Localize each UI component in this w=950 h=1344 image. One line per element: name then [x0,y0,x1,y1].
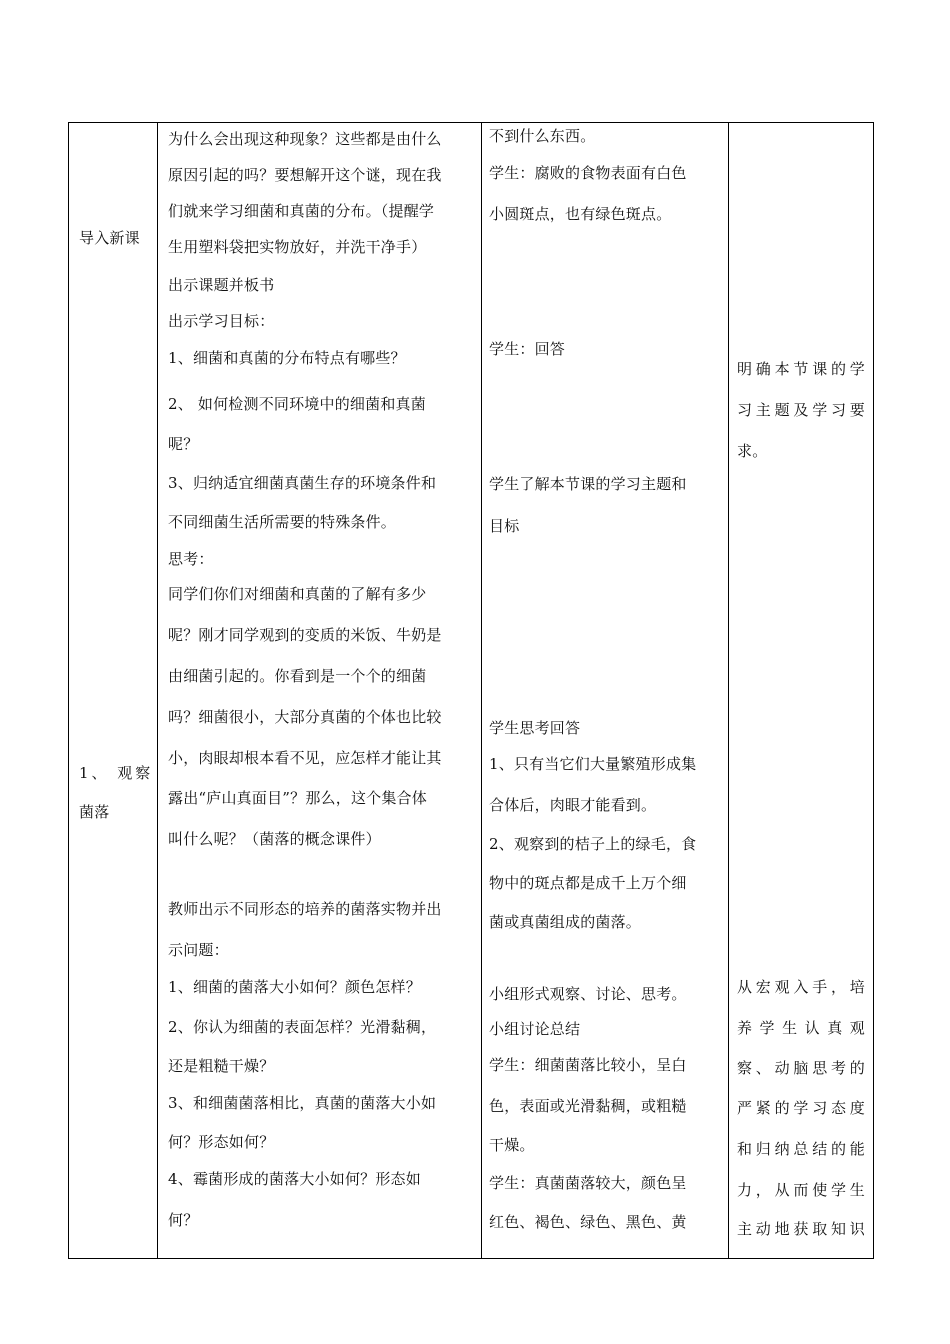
student-text-line: 学生：腐败的食物表面有白色 [489,164,687,182]
teacher-text-line: 示问题： [168,941,229,959]
teacher-text-line: 呢？刚才同学观到的变质的米饭、牛奶是 [168,626,442,644]
stage-label-observe-line2: 菌落 [79,803,110,821]
teacher-text-line: 由细菌引起的。你看到是一个个的细菌 [168,667,427,685]
intent-text-line: 明确本节课的学 [737,360,865,378]
teacher-text-line: 思考： [168,550,214,568]
student-text-line: 学生思考回答 [489,719,581,737]
teacher-text-line: 4、霉菌形成的菌落大小如何？形态如 [168,1170,421,1188]
teacher-text-line: 教师出示不同形态的培养的菌落实物并出 [168,900,442,918]
student-text-line: 学生：真菌菌落较大，颜色呈 [489,1174,687,1192]
intent-text-line: 和归纳总结的能 [737,1140,865,1158]
student-text-line: 干燥。 [489,1136,535,1154]
intent-text-line: 求。 [737,442,768,460]
student-text-line: 菌或真菌组成的菌落。 [489,913,642,931]
intent-text-line: 察、动脑思考的 [737,1059,865,1077]
teacher-text-line: 何？ [168,1211,199,1229]
intent-text-line: 力，从而使学生 [737,1181,865,1199]
teacher-text-line: 呢？ [168,435,199,453]
teacher-text-line: 3、和细菌菌落相比，真菌的菌落大小如 [168,1094,437,1112]
student-text-line: 小组讨论总结 [489,1020,581,1038]
teacher-text-line: 不同细菌生活所需要的特殊条件。 [168,513,397,531]
intent-text-line: 养学生认真观 [737,1019,865,1037]
teacher-text-line: 1、细菌的菌落大小如何？颜色怎样？ [168,978,421,996]
teacher-text-line: 2、你认为细菌的表面怎样？光滑黏稠， [168,1018,437,1036]
teacher-text-line: 原因引起的吗？要想解开这个谜，现在我 [168,166,442,184]
teacher-text-line: 还是粗糙干燥？ [168,1057,275,1075]
teacher-text-line: 同学们你们对细菌和真菌的了解有多少 [168,585,427,603]
student-text-line: 学生：回答 [489,340,566,358]
teacher-text-line: 2、 如何检测不同环境中的细菌和真菌 [168,395,426,413]
teacher-text-line: 生用塑料袋把实物放好，并洗干净手） [168,238,427,256]
teacher-text-line: 何？形态如何？ [168,1133,275,1151]
intent-text-line: 从宏观入手，培 [737,978,865,996]
teacher-text-line: 吗？细菌很小，大部分真菌的个体也比较 [168,708,442,726]
student-text-line: 色，表面或光滑黏稠，或粗糙 [489,1097,687,1115]
student-text-line: 1、只有当它们大量繁殖形成集 [489,755,697,773]
student-text-line: 小组形式观察、讨论、思考。 [489,985,687,1003]
student-text-line: 物中的斑点都是成千上万个细 [489,874,687,892]
teacher-text-line: 出示课题并板书 [168,276,275,294]
teacher-text-line: 小，肉眼却根本看不见，应怎样才能让其 [168,749,442,767]
student-text-line: 小圆斑点，也有绿色斑点。 [489,205,672,223]
teacher-activity-column [158,123,481,1258]
teacher-text-line: 露出“庐山真面目”？那么，这个集合体 [168,789,427,807]
teacher-text-line: 叫什么呢？（菌落的概念课件） [168,830,381,848]
stage-column [69,123,157,1258]
student-text-line: 学生：细菌菌落比较小，呈白 [489,1056,687,1074]
teacher-text-line: 们就来学习细菌和真菌的分布。（提醒学 [168,202,435,220]
design-intent-column [729,123,875,1258]
student-text-line: 红色、褐色、绿色、黑色、黄 [489,1213,687,1231]
teacher-text-line: 出示学习目标： [168,312,275,330]
stage-label-observe-line1: 1、 观察 [79,764,154,782]
student-text-line: 合体后，肉眼才能看到。 [489,796,657,814]
student-text-line: 2、观察到的桔子上的绿毛，食 [489,835,697,853]
lesson-plan-table [68,122,874,1259]
teacher-text-line: 1、细菌和真菌的分布特点有哪些？ [168,349,406,367]
intent-text-line: 主动地获取知识 [737,1220,865,1238]
student-text-line: 目标 [489,517,520,535]
student-text-line: 学生了解本节课的学习主题和 [489,475,687,493]
intent-text-line: 习主题及学习要 [737,401,865,419]
intent-text-line: 严紧的学习态度 [737,1099,865,1117]
teacher-text-line: 为什么会出现这种现象？这些都是由什么 [168,130,442,148]
teacher-text-line: 3、归纳适宜细菌真菌生存的环境条件和 [168,474,437,492]
stage-label-intro: 导入新课 [79,229,140,247]
student-activity-column [482,123,728,1258]
student-text-line: 不到什么东西。 [489,127,596,145]
